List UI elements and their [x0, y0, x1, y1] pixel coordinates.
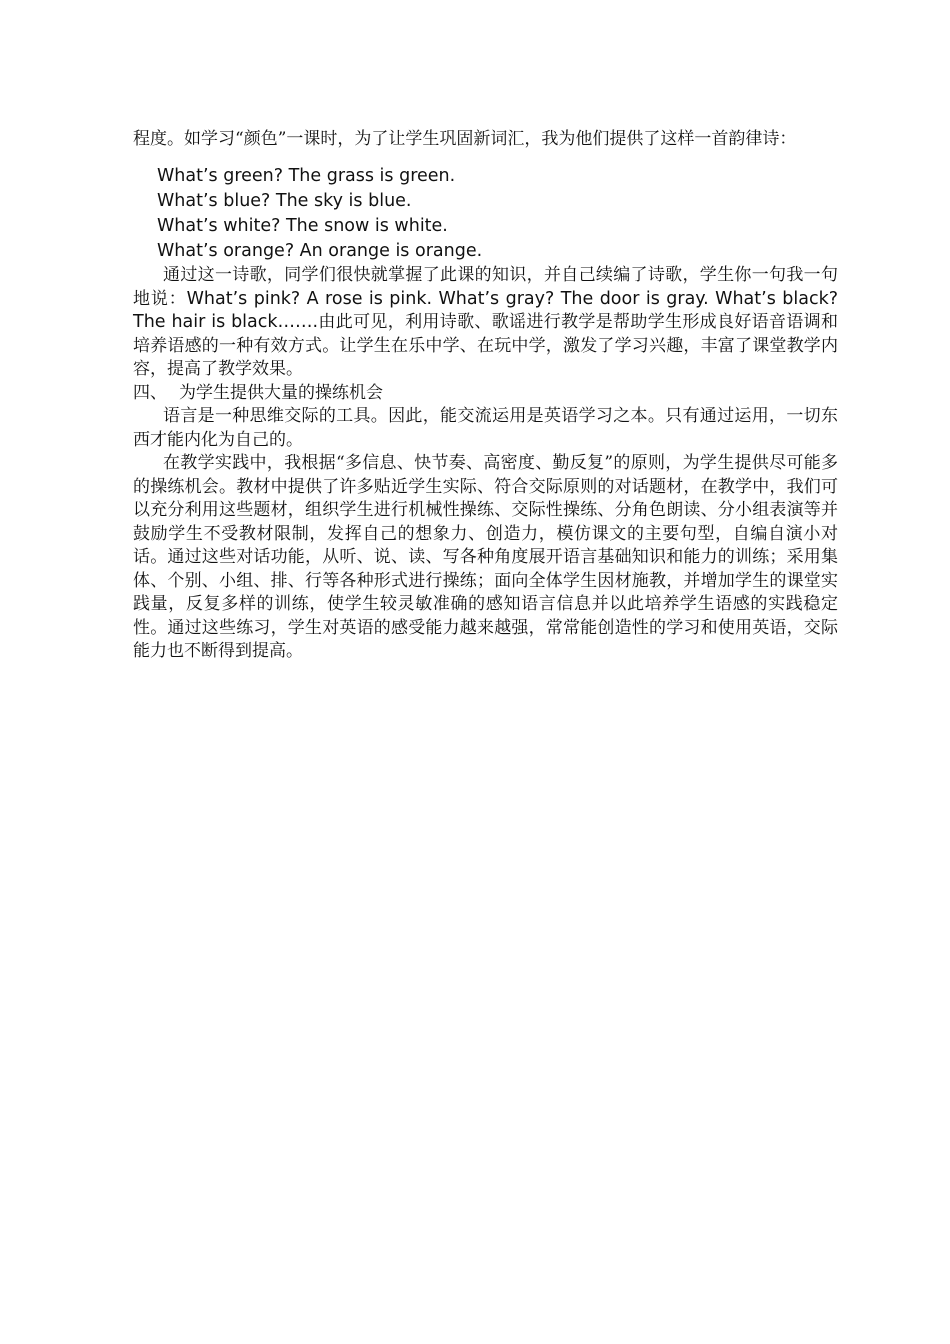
language-tool-paragraph: 语言是一种思维交际的工具。因此，能交流运用是英语学习之本。只有通过运用，一切东西才能内化为自己的。	[133, 406, 838, 450]
poem-line: What’s green? The grass is green.	[157, 166, 456, 186]
section-title: 为学生提供大量的操练机会	[179, 382, 383, 403]
student-examples: What’s pink? A rose is pink. What’s gray? The door is gray. What’s black? The hair is black…….	[133, 288, 838, 332]
poem-effect-paragraph	[133, 264, 838, 382]
poem-line: What’s orange? An orange is orange.	[157, 241, 483, 261]
intro-paragraph: 程度。如学习“颜色”一课时，为了让学生巩固新词汇，我为他们提供了这样一首韵律诗：	[133, 129, 797, 149]
section-heading	[133, 382, 838, 406]
poem-line: What’s blue? The sky is blue.	[157, 191, 412, 211]
rhyme-poem	[157, 164, 838, 264]
practice-paragraph: 在教学实践中，我根据“多信息、快节奏、高密度、勤反复”的原则，为学生提供尽可能多的操练机会。教材中提供了许多贴近学生实际、符合交际原则的对话题材，在教学中，我们可以充分利用这些题材，组织学生进行机械性操练、交际性操练、分角色朗读、分小组表演等并鼓励学生不受教材限制，发挥自己的想象力、创造力，模仿课文的主要句型，自编自演小对话。通过这些对话功能，从听、说、读、写各种角度展开语言基础知识和能力的训练；采用集体、个别、小组、排、行等各种形式进行操练；面向全体学生因材施教，并增加学生的课堂实践量，反复多样的训练，使学生较灵敏准确的感知语言信息并以此培养学生语感的实践稳定性。通过这些练习，学生对英语的感受能力越来越强，常常能创造性的学习和使用英语，交际能力也不断得到提高。	[133, 453, 838, 661]
paragraph-text: 通过这一诗歌，同学们很快就掌握了此课的知识，并自己续编了诗歌，学生你一句我一句地说：	[133, 265, 838, 309]
document-body	[133, 120, 838, 664]
section-number: 四、	[133, 382, 167, 403]
poem-line: What’s white? The snow is white.	[157, 216, 448, 236]
paragraph-text: 由此可见，利用诗歌、歌谣进行教学是帮助学生形成良好语音语调和培养语感的一种有效方式。让学生在乐中学、在玩中学，激发了学习兴趣，丰富了课堂教学内容，提高了教学效果。	[133, 312, 838, 379]
